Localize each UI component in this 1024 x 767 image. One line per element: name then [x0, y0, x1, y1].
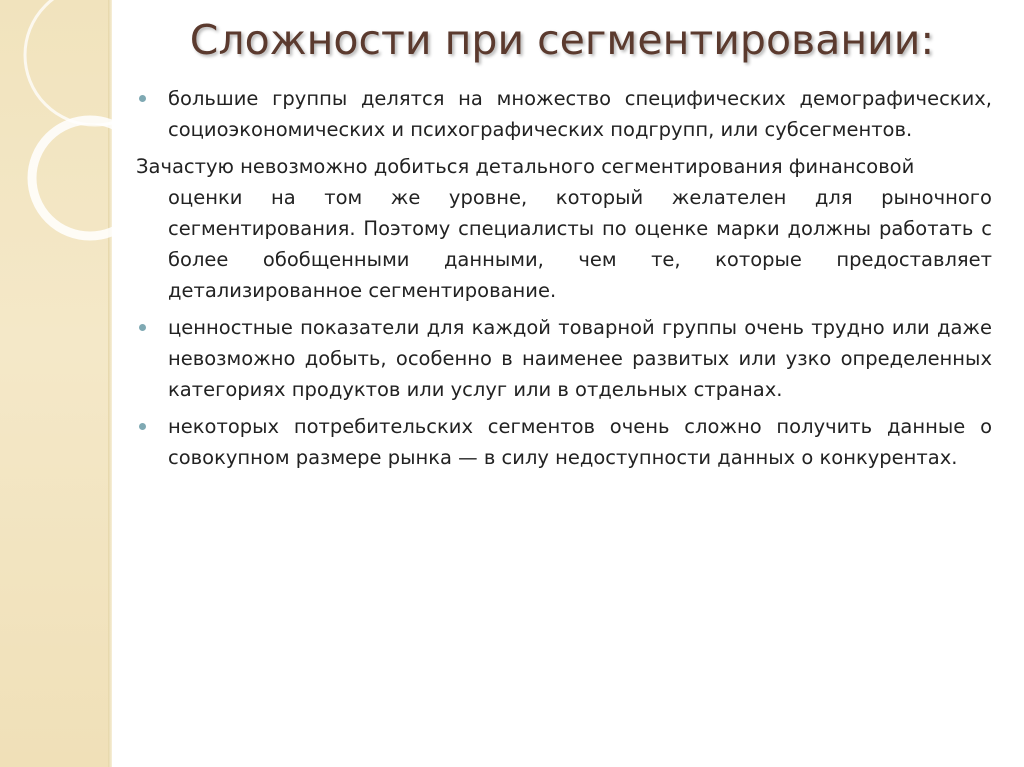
- paragraph-rest: оценки на том же уровне, который желателен для рыночного сегментирования. Поэтому специалисты по оценке марки должны работать с более обобщенными данными, чем те, которые предоставляет детализированное сегментирование.: [168, 186, 992, 302]
- bullet-text-2: ценностные показатели для каждой товарной группы очень трудно или даже невозможно добыть, особенно в наименее развитых или узко определенных категориях продуктов или услуг или в отдельных странах.: [168, 316, 992, 401]
- paragraph-first-line: Зачастую невозможно добиться детального сегментирования финансовой: [136, 155, 915, 178]
- bullet-icon: [139, 423, 146, 430]
- large-ring: [25, 0, 112, 125]
- bullet-text-3: некоторых потребительских сегментов очень сложно получить данные о совокупном размере рынка — в силу недоступности данных о конкурентах.: [168, 415, 992, 469]
- small-ring: [32, 120, 112, 236]
- bullet-icon: [139, 324, 146, 331]
- slide-title: Сложности при сегментировании:: [189, 16, 935, 64]
- decorative-rings: [0, 0, 112, 300]
- bullet-icon: [139, 95, 146, 102]
- bullet-item-1: [136, 83, 992, 145]
- paragraph: [136, 151, 992, 306]
- bullet-item-3: [136, 411, 992, 473]
- bullet-item-2: [136, 312, 992, 405]
- bullet-text-1: большие группы делятся на множество специфических демографических, социоэкономических и психографических подгрупп, или субсегментов.: [168, 87, 992, 141]
- slide-content: [136, 83, 992, 479]
